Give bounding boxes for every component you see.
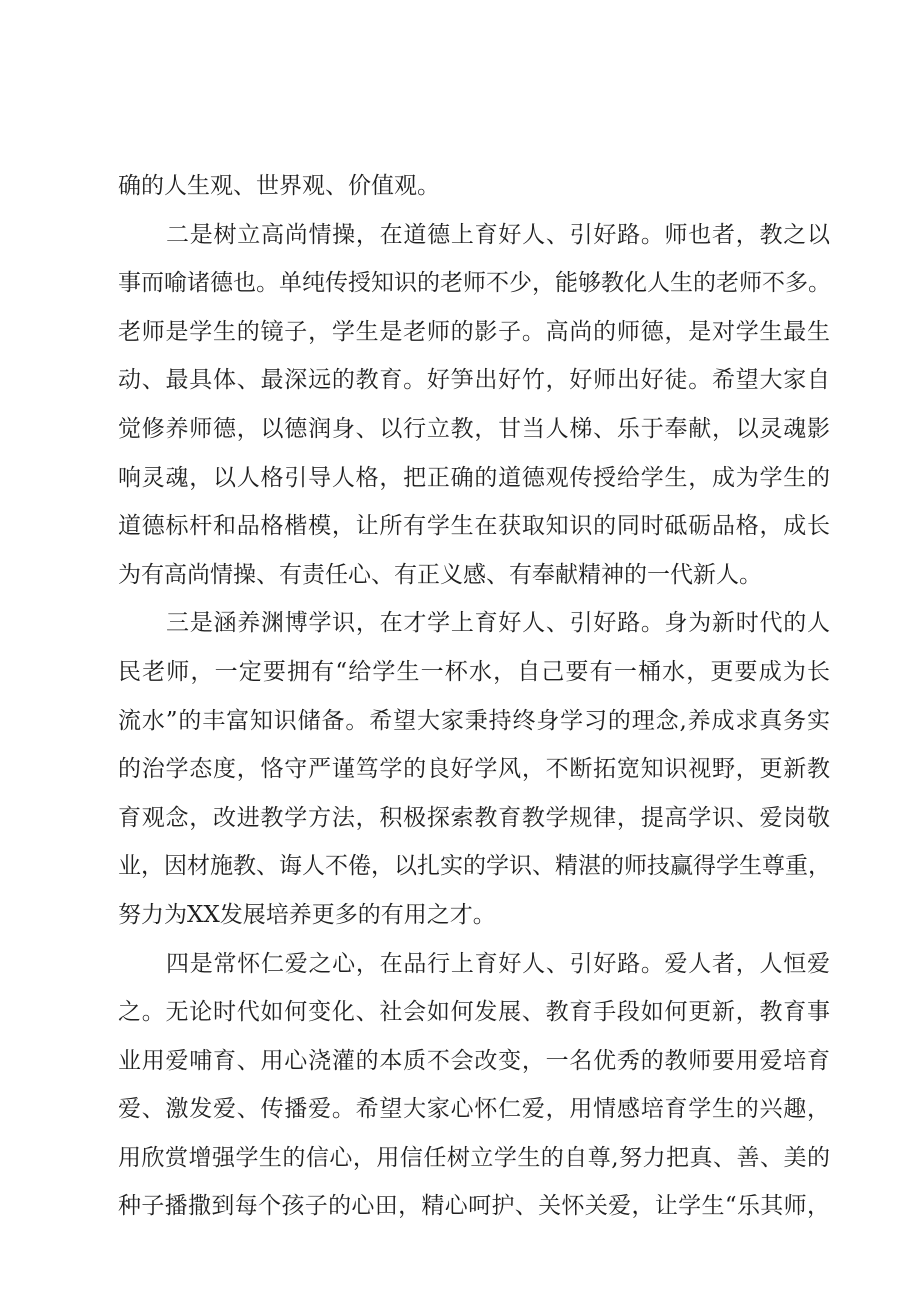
- text-line: 育观念，改进教学方法，积极探索教育教学规律，提高学识、爱岗敬: [118, 804, 830, 831]
- paragraph-knowledge: [118, 599, 830, 939]
- text-line: 流水”的丰富知识储备。希望大家秉持终身学习的理念,养成求真务实: [118, 707, 830, 734]
- paragraph-benevolence: [118, 940, 830, 1232]
- text-line: 事而喻诸德也。单纯传授知识的老师不少，能够教化人生的老师不多。: [118, 270, 831, 297]
- text-line: 二是树立高尚情操，在道德上育好人、引好路。师也者，教之以: [166, 221, 830, 248]
- text-line: 觉修养师德，以德润身、以行立教，甘当人梯、乐于奉献，以灵魂影: [118, 415, 830, 442]
- text-line: 老师是学生的镜子，学生是老师的影子。高尚的师德，是对学生最生: [118, 318, 830, 345]
- text-line: 动、最具体、最深远的教育。好笋出好竹，好师出好徒。希望大家自: [118, 367, 830, 394]
- paragraph-continuation: [118, 162, 830, 211]
- text-line: 业用爱哺育、用心浇灌的本质不会改变，一名优秀的教师要用爱培育: [118, 1047, 830, 1074]
- text-line: 的治学态度，恪守严谨笃学的良好学风，不断拓宽知识视野，更新教: [118, 756, 830, 783]
- text-line: 响灵魂，以人格引导人格，把正确的道德观传授给学生，成为学生的: [118, 464, 830, 491]
- text-line: 道德标杆和品格楷模，让所有学生在获取知识的同时砥砺品格，成长: [118, 513, 830, 540]
- paragraph-moral-integrity: [118, 211, 830, 600]
- text-line: 四是常怀仁爱之心，在品行上育好人、引好路。爱人者，人恒爱: [166, 950, 830, 977]
- text-line: 爱、激发爱、传播爱。希望大家心怀仁爱，用情感培育学生的兴趣，: [118, 1096, 830, 1123]
- text-line: 之。无论时代如何变化、社会如何发展、教育手段如何更新，教育事: [118, 999, 830, 1026]
- text-line: 种子播撒到每个孩子的心田，精心呵护、关怀关爱，让学生“乐其师，: [118, 1193, 830, 1220]
- text-line: 民老师，一定要拥有“给学生一杯水，自己要有一桶水，更要成为长: [118, 658, 830, 685]
- text-line: 三是涵养渊博学识，在才学上育好人、引好路。身为新时代的人: [166, 610, 830, 637]
- document-body: [118, 162, 830, 1231]
- text-line: 为有高尚情操、有责任心、有正义感、有奉献精神的一代新人。: [118, 561, 762, 588]
- text-line: 业，因材施教、诲人不倦，以扎实的学识、精湛的师技赢得学生尊重，: [118, 853, 831, 880]
- text-line: 努力为XX发展培养更多的有用之才。: [118, 901, 496, 928]
- text-line: 用欣赏增强学生的信心，用信任树立学生的自尊,努力把真、善、美的: [118, 1144, 830, 1171]
- text-line: 确的人生观、世界观、价值观。: [118, 173, 440, 199]
